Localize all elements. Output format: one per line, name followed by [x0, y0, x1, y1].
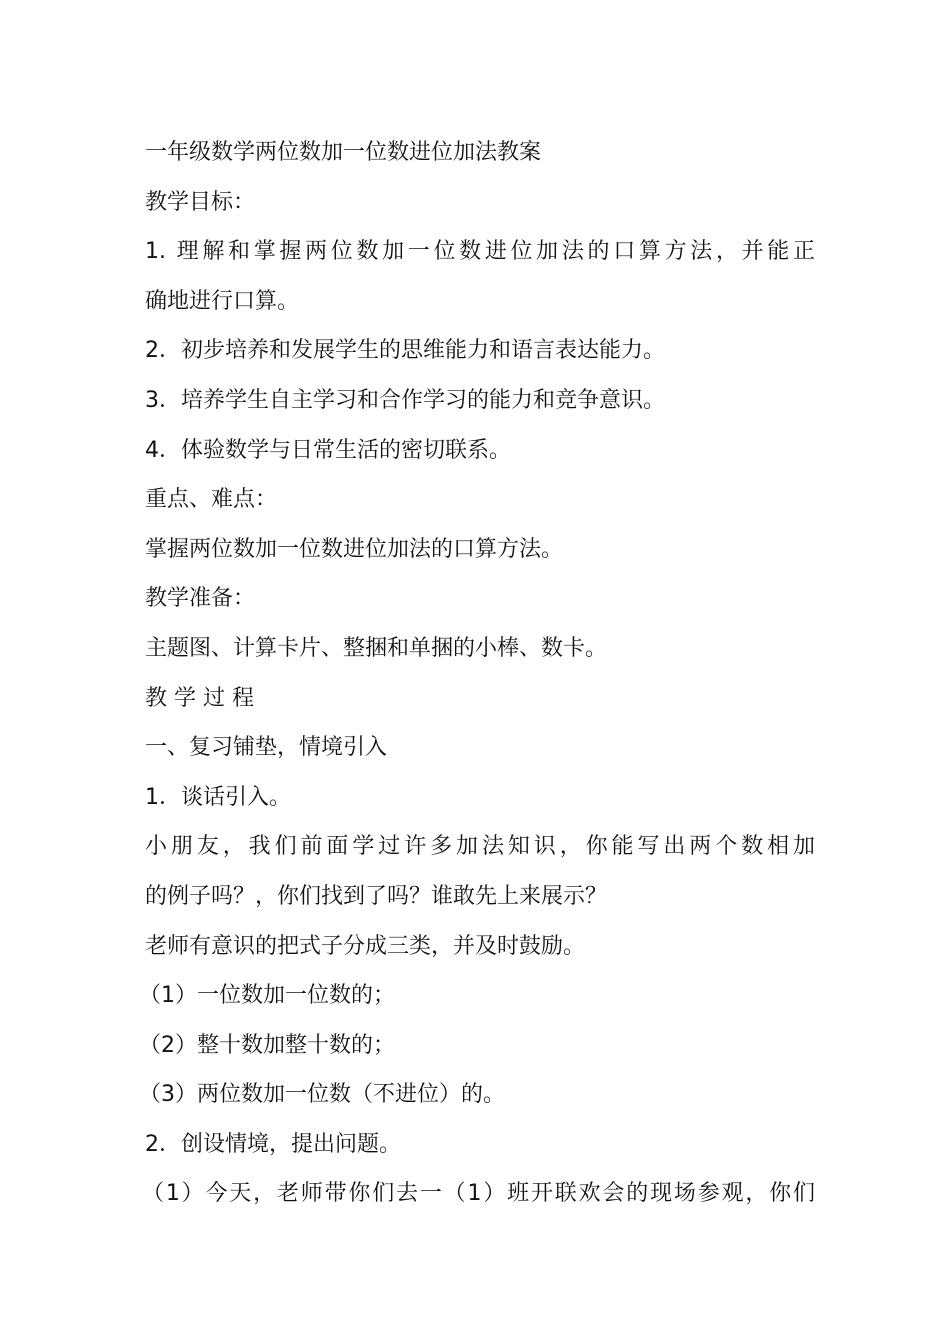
- category-2: （2）整十数加整十数的；: [139, 1032, 395, 1058]
- paragraph-intro-continued: 的例子吗？，你们找到了吗？谁敢先上来展示？: [145, 883, 608, 909]
- teacher-note: 老师有意识的把式子分成三类，并及时鼓励。: [145, 933, 586, 959]
- section-1-heading: 一、复习铺垫，情境引入: [145, 735, 388, 761]
- step-2-paragraph-1: （1）今天，老师带你们去一（1）班开联欢会的现场参观，你们: [142, 1181, 815, 1207]
- objective-1-continued: 确地进行口算。: [145, 288, 300, 314]
- objective-4: 4．体验数学与日常生活的密切联系。: [145, 437, 511, 463]
- step-2-heading: 2．创设情境，提出问题。: [145, 1131, 401, 1157]
- category-1: （1）一位数加一位数的；: [139, 983, 395, 1009]
- heading-key-points: 重点、难点：: [145, 487, 278, 513]
- objective-2: 2．初步培养和发展学生的思维能力和语言表达能力。: [145, 338, 665, 364]
- objective-1: 1. 理解和掌握两位数加一位数进位加法的口算方法，并能正: [145, 239, 815, 265]
- step-1-heading: 1．谈话引入。: [145, 784, 291, 810]
- heading-preparation: 教学准备：: [145, 586, 256, 612]
- heading-process: 教 学 过 程: [145, 685, 254, 711]
- preparation-text: 主题图、计算卡片、整捆和单捆的小棒、数卡。: [145, 635, 608, 661]
- document-body: [139, 128, 815, 1219]
- objective-3: 3．培养学生自主学习和合作学习的能力和竞争意识。: [145, 387, 665, 413]
- heading-objectives: 教学目标：: [145, 189, 256, 215]
- key-points-text: 掌握两位数加一位数进位加法的口算方法。: [145, 536, 564, 562]
- document-title: 一年级数学两位数加一位数进位加法教案: [145, 140, 542, 165]
- paragraph-intro: 小朋友，我们前面学过许多加法知识，你能写出两个数相加: [145, 834, 815, 860]
- category-3: （3）两位数加一位数（不进位）的。: [139, 1082, 505, 1108]
